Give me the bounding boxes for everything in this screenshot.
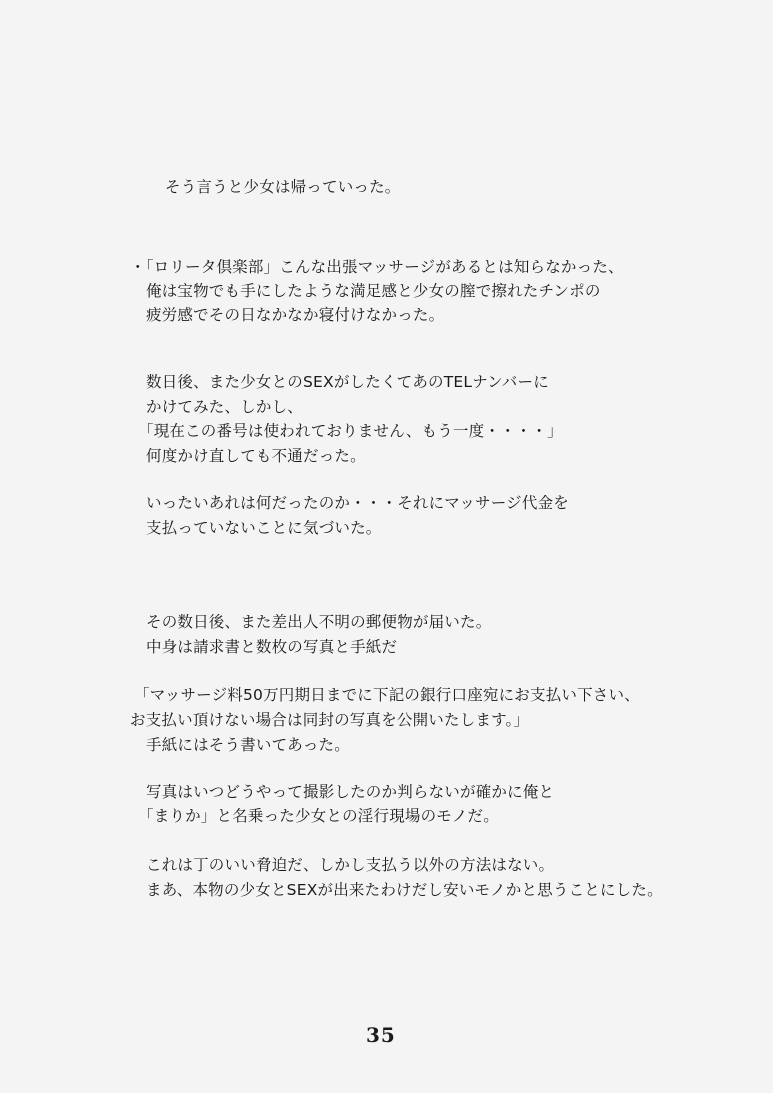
text-line: ・「ロリータ倶楽部」こんな出張マッサージがあるとは知らなかった、 xyxy=(130,258,624,276)
text-line: 「現在この番号は使われておりません、もう一度・・・・」 xyxy=(138,422,563,440)
text-line: その数日後、また差出人不明の郵便物が届いた。 xyxy=(146,613,492,631)
text-line: 数日後、また少女とのSEXがしたくてあのTELナンバーに xyxy=(146,373,549,391)
page-number: 35 xyxy=(366,1023,396,1047)
text-line: 写真はいつどうやって撮影したのか判らないが確かに俺と xyxy=(146,783,555,801)
text-line: まあ、本物の少女とSEXが出来たわけだし安いモノかと思うことにした。 xyxy=(146,881,663,899)
text-line: 疲労感でその日なかなか寝付けなかった。 xyxy=(146,306,445,324)
text-line: 何度かけ直しても不通だった。 xyxy=(146,447,366,465)
text-line: 「まりか」と名乗った少女との淫行現場のモノだ。 xyxy=(138,807,499,825)
text-line: 支払っていないことに気づいた。 xyxy=(146,519,382,537)
text-line: いったいあれは何だったのか・・・それにマッサージ代金を xyxy=(146,494,569,512)
text-line: 手紙にはそう書いてあった。 xyxy=(146,736,350,754)
text-line: お支払い頂けない場合は同封の写真を公開いたします。」 xyxy=(130,711,530,729)
text-line: かけてみた、しかし、 xyxy=(146,398,304,416)
text-line: 中身は請求書と数枚の写真と手紙だ xyxy=(146,638,398,656)
text-line: 「マッサージ料50万円期日までに下記の銀行口座宛にお支払い下さい、 xyxy=(134,686,640,704)
text-line: 俺は宝物でも手にしたような満足感と少女の膣で擦れたチンポの xyxy=(146,282,601,300)
text-line: そう言うと少女は帰っていった。 xyxy=(165,178,401,196)
text-line: これは丁のいい脅迫だ、しかし支払う以外の方法はない。 xyxy=(146,856,555,874)
